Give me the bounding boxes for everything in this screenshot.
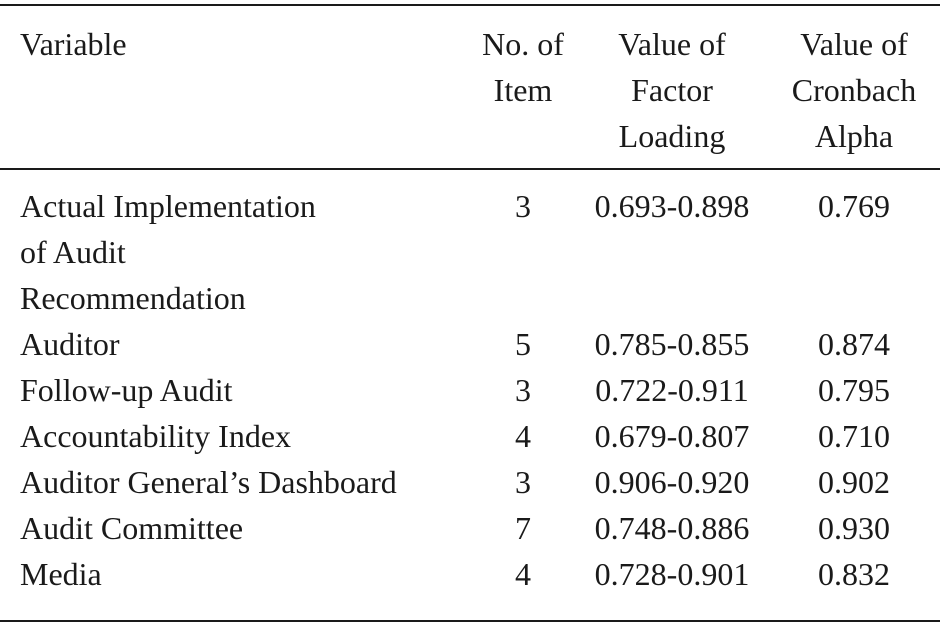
row-items: 4: [515, 418, 531, 454]
row-cronbach: 0.769: [818, 188, 890, 224]
row-variable: Accountability Index: [20, 418, 292, 454]
top-rule: [0, 4, 940, 6]
row-variable: Media: [20, 556, 102, 592]
row-factor-loading: 0.722-0.911: [595, 372, 749, 408]
table-row: [0, 367, 940, 413]
row-factor-loading: 0.728-0.901: [594, 556, 750, 592]
row-cronbach: 0.710: [818, 418, 890, 454]
row-factor-loading: 0.785-0.855: [594, 326, 750, 362]
header-factor-loading: Value of Factor Loading: [618, 26, 726, 154]
row-cronbach: 0.795: [818, 372, 890, 408]
row-factor-loading: 0.906-0.920: [594, 464, 750, 500]
table-row: [0, 505, 940, 551]
row-items: 3: [515, 464, 531, 500]
header-cronbach-alpha: Value of Cronbach Alpha: [791, 26, 917, 154]
row-variable: Auditor General’s Dashboard: [20, 464, 397, 500]
bottom-rule: [0, 620, 940, 622]
row-variable: Audit Committee: [20, 510, 244, 546]
row-items: 4: [515, 556, 531, 592]
row-items: 7: [515, 510, 531, 546]
table-row: [0, 183, 940, 321]
row-variable: Auditor: [20, 326, 120, 362]
header-variable: Variable: [20, 26, 127, 62]
table-row: [0, 321, 940, 367]
row-items: 5: [515, 326, 531, 362]
header-rule: [0, 168, 940, 170]
header-no-of-item: No. of Item: [482, 26, 564, 108]
row-cronbach: 0.930: [818, 510, 890, 546]
table-row: [0, 551, 940, 597]
row-items: 3: [515, 372, 531, 408]
row-variable: Actual Implementation of Audit Recommendation: [20, 188, 316, 316]
table-row: [0, 459, 940, 505]
row-factor-loading: 0.679-0.807: [594, 418, 750, 454]
row-cronbach: 0.902: [818, 464, 890, 500]
row-factor-loading: 0.693-0.898: [594, 188, 750, 224]
row-variable: Follow-up Audit: [20, 372, 233, 408]
row-cronbach: 0.874: [818, 326, 890, 362]
row-items: 3: [515, 188, 531, 224]
row-factor-loading: 0.748-0.886: [594, 510, 750, 546]
row-cronbach: 0.832: [818, 556, 890, 592]
table-row: [0, 413, 940, 459]
table-body: [0, 183, 940, 597]
